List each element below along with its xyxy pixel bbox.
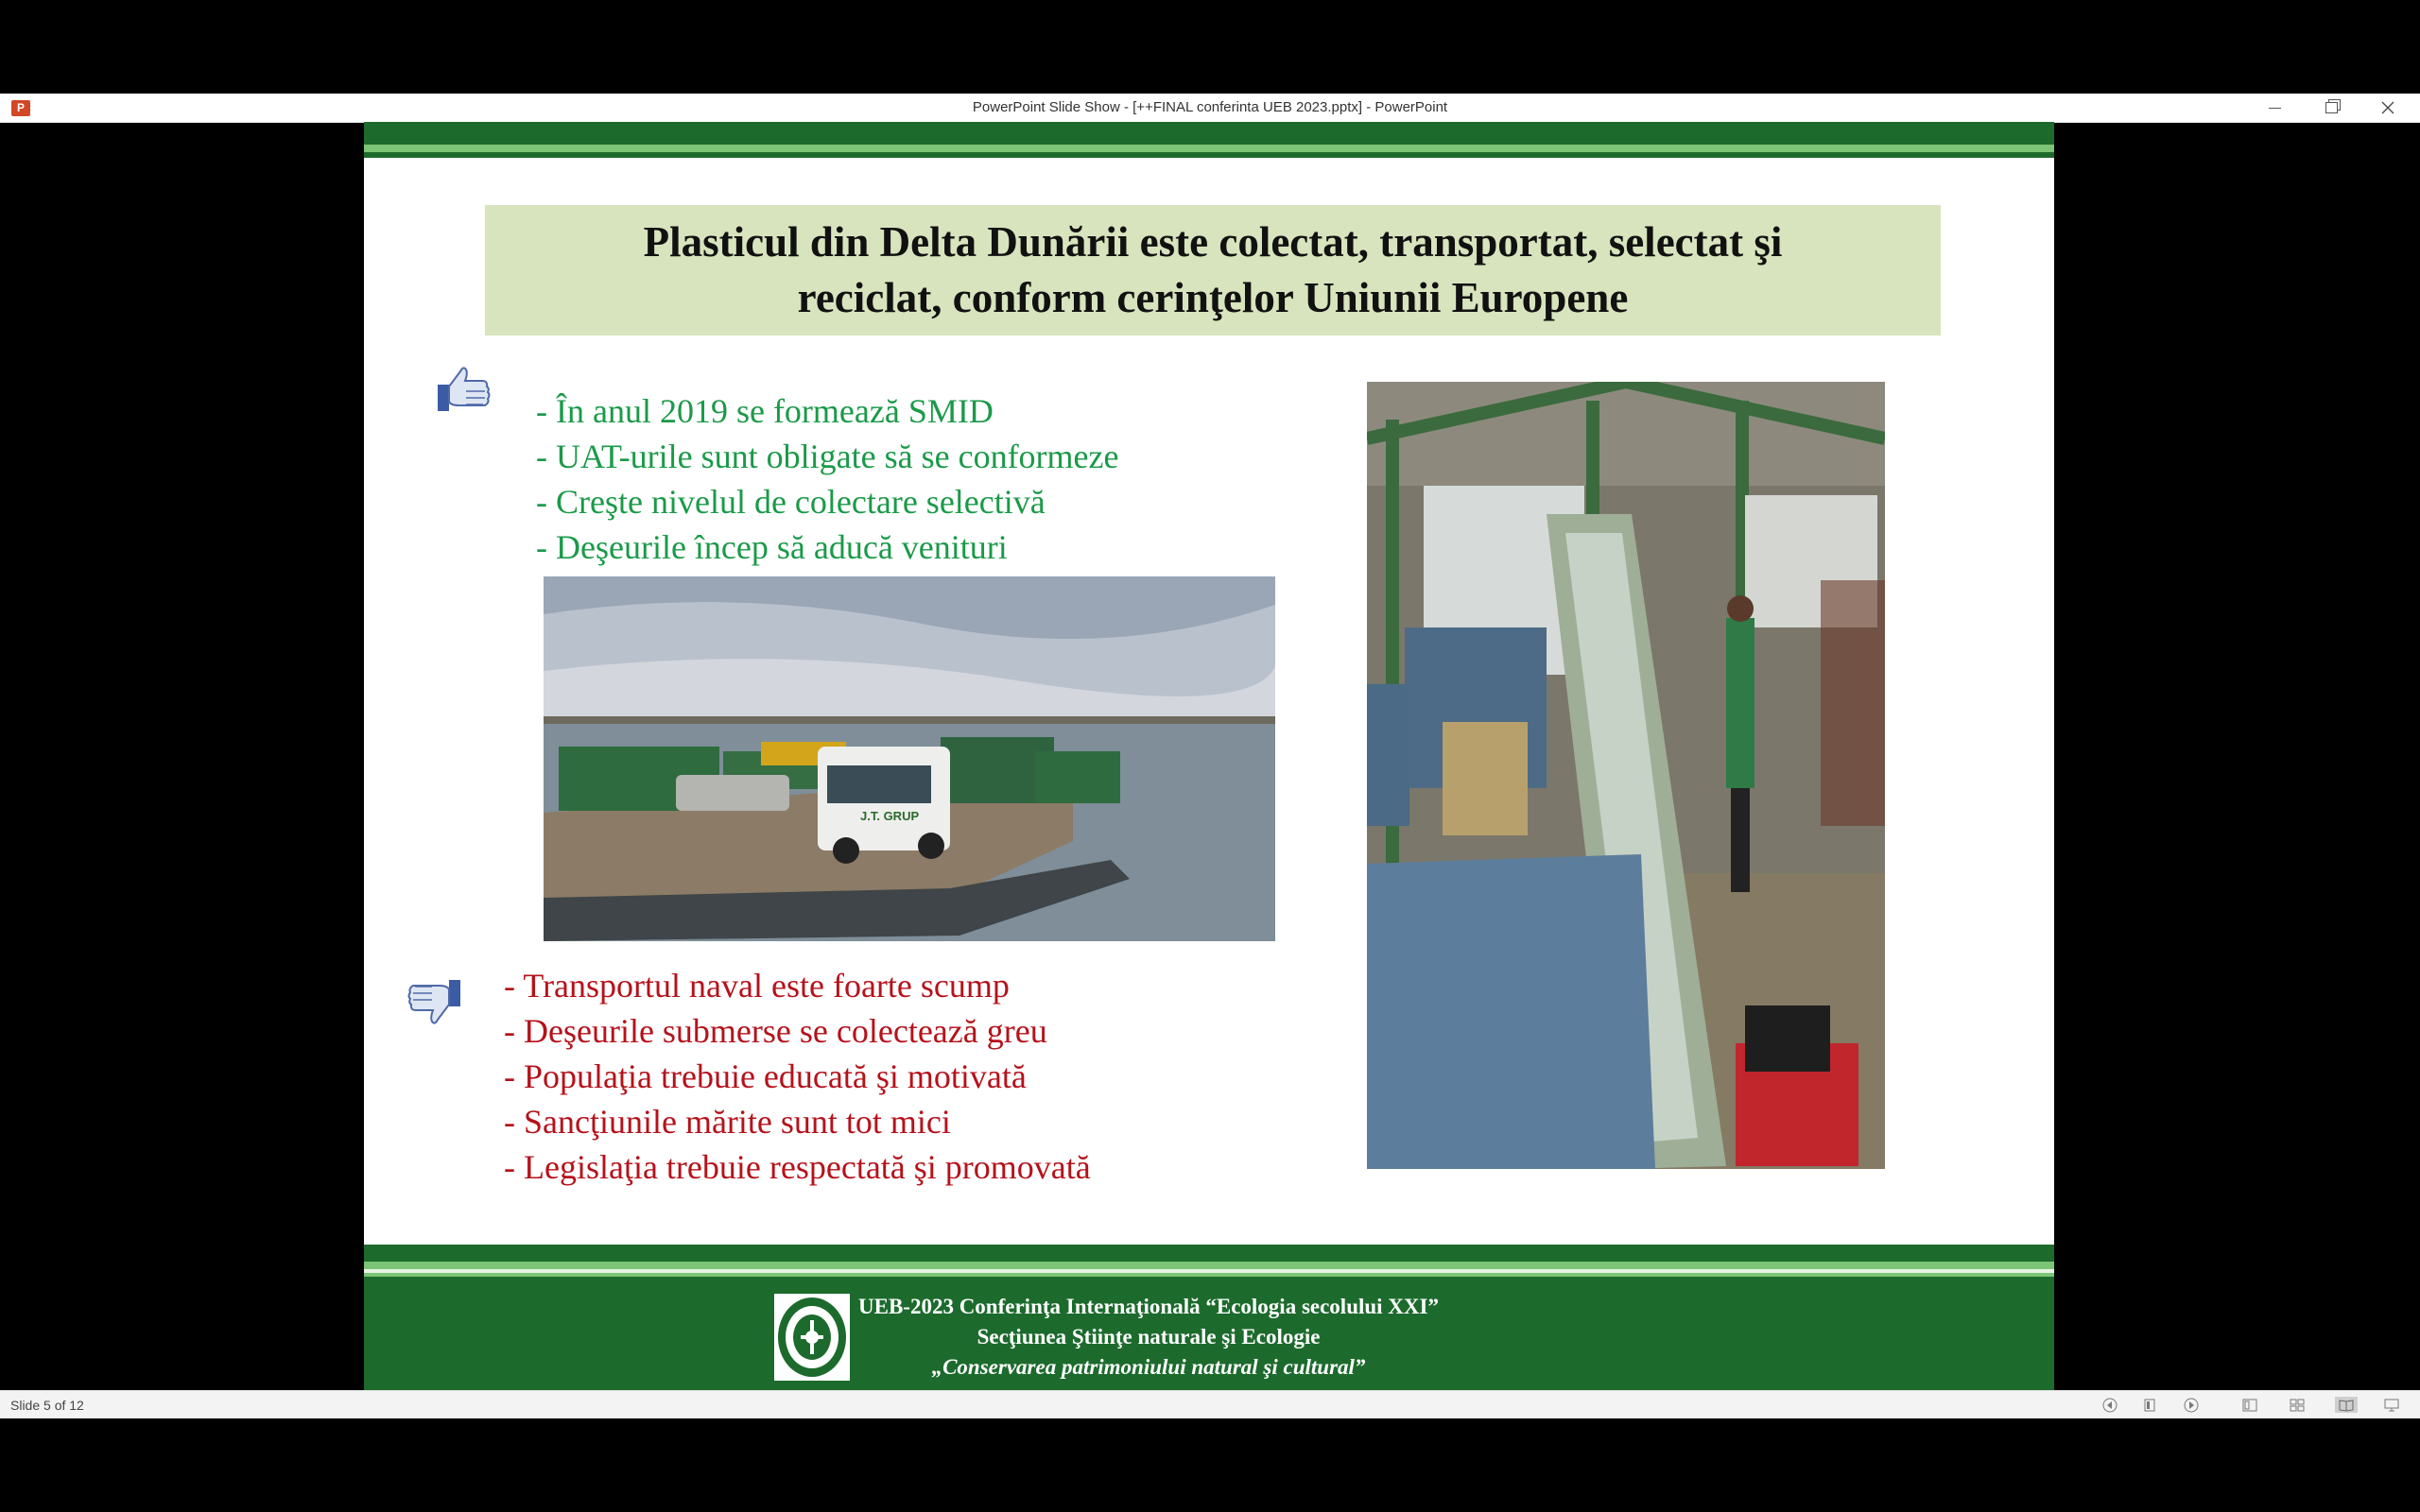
normal-view-button[interactable]	[2240, 1397, 2259, 1413]
slide-indicator[interactable]: Slide 5 of 12	[10, 1398, 84, 1413]
restore-icon	[2325, 102, 2338, 113]
thumbs-up-icon	[432, 362, 491, 415]
reading-view-icon	[2338, 1398, 2355, 1413]
footer-line-1: UEB-2023 Conferinţa Internaţională “Ecologia secolului XXI”	[858, 1295, 1439, 1318]
slide-title-box	[485, 205, 1941, 335]
close-button[interactable]	[2360, 94, 2416, 122]
slide-sorter-button[interactable]	[2288, 1397, 2307, 1413]
waste-sorting-photo	[1367, 382, 1885, 1169]
previous-slide-button[interactable]	[2100, 1397, 2119, 1413]
slide-show-button[interactable]	[2382, 1397, 2401, 1413]
slide-show-icon	[2383, 1398, 2400, 1413]
pros-list	[536, 388, 1118, 570]
list-item: - Deşeurile submerse se colectează greu	[504, 1012, 1047, 1050]
slide-canvas[interactable]	[364, 122, 2054, 1390]
next-slide-button[interactable]	[2182, 1397, 2201, 1413]
list-item: - Legislaţia trebuie respectată şi promovată	[504, 1148, 1091, 1186]
conference-logo	[774, 1294, 850, 1381]
slideshow-status-bar	[0, 1390, 2420, 1418]
previous-icon	[2101, 1398, 2118, 1413]
close-icon	[2381, 101, 2394, 114]
pen-icon	[2141, 1398, 2158, 1413]
list-item: - UAT-urile sunt obligate să se conformeze	[536, 438, 1119, 475]
barge-truck-photo	[544, 576, 1275, 941]
restore-button[interactable]	[2303, 94, 2360, 122]
thumbs-down-icon	[407, 976, 466, 1029]
next-icon	[2183, 1398, 2200, 1413]
powerpoint-app-icon[interactable]: P	[11, 100, 30, 116]
footer-line-2: Secţiunea Ştiinţe naturale şi Ecologie	[977, 1325, 1321, 1349]
list-item: - Populaţia trebuie educată şi motivată	[504, 1057, 1027, 1095]
minimize-button[interactable]	[2246, 94, 2303, 122]
slide-menu-button[interactable]	[2140, 1397, 2159, 1413]
normal-view-icon	[2241, 1398, 2258, 1413]
footer-conference-text	[856, 1292, 1442, 1383]
list-item: - În anul 2019 se formează SMID	[536, 392, 994, 430]
cons-list	[504, 963, 1091, 1190]
slide-sorter-icon	[2289, 1398, 2306, 1413]
list-item: - Creşte nivelul de colectare selectivă	[536, 483, 1046, 521]
window-title-bar	[0, 94, 2420, 123]
list-item: - Transportul naval este foarte scump	[504, 967, 1010, 1005]
list-item: - Deşeurile încep să aducă venituri	[536, 528, 1008, 566]
reading-view-button[interactable]	[2335, 1397, 2358, 1413]
minimize-icon	[2269, 108, 2281, 109]
slide-title: Plasticul din Delta Dunării este colectat, transportat, selectat şi reciclat, conform cerinţelor Uniunii Europene	[643, 218, 1783, 321]
list-item: - Sancţiunile mărite sunt tot mici	[504, 1103, 951, 1141]
truck-label: J.T. GRUP	[860, 809, 920, 823]
footer-line-3: „Conservarea patrimoniului natural şi cultural”	[931, 1355, 1366, 1379]
window-title: PowerPoint Slide Show - [++FINAL conferinta UEB 2023.pptx] - PowerPoint	[972, 99, 1448, 115]
top-green-band	[364, 122, 2054, 162]
